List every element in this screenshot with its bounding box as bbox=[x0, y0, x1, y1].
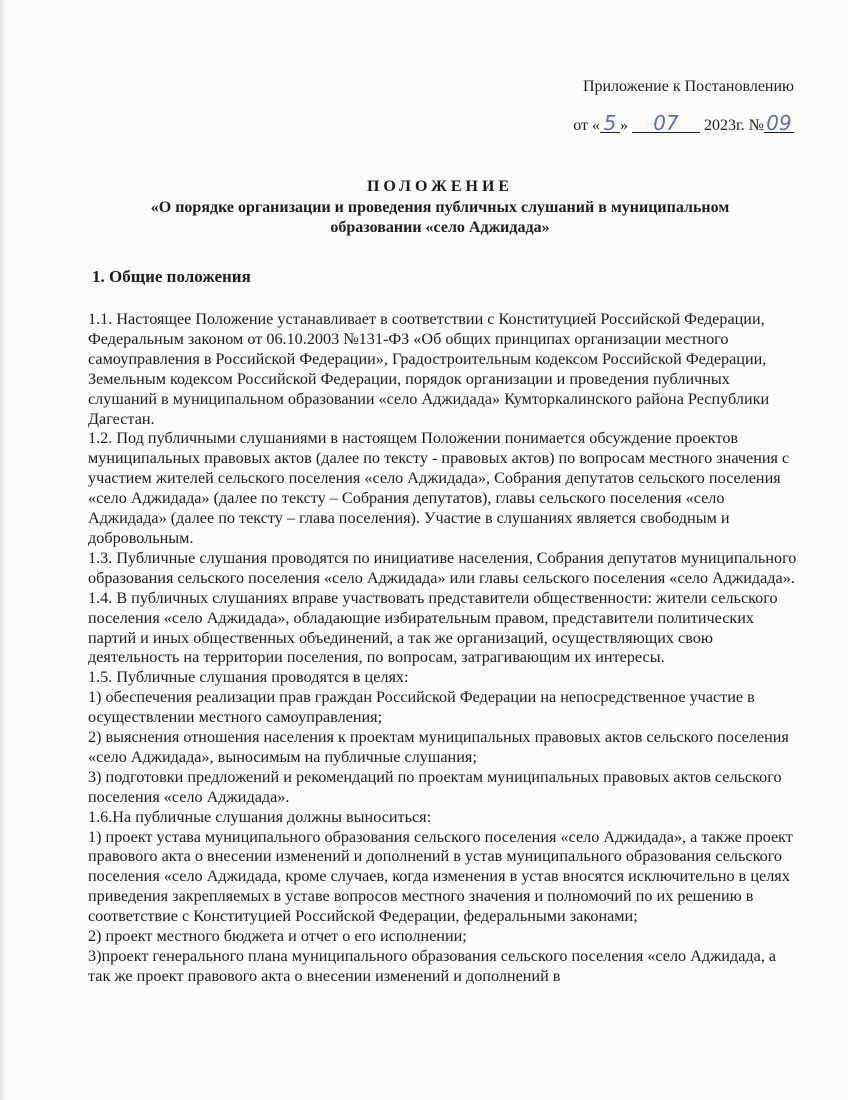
date-month-handwritten: 07 bbox=[632, 115, 700, 133]
appendix-header: Приложение к Постановлению bbox=[582, 78, 794, 95]
list-item: 2) проект местного бюджета и отчет о его исполнении; bbox=[88, 927, 467, 946]
document-subtitle: «О порядке организации и проведения публичных слушаний в муниципальном образовании «село Аджидада» bbox=[150, 199, 730, 236]
decree-number-handwritten: 09 bbox=[764, 115, 794, 133]
list-item: 3)проект генерального плана муниципального образования сельского поселения «село Аджидада, а так же проект правового акта о внесении изменений и дополнений в bbox=[88, 947, 777, 985]
title-block bbox=[80, 178, 800, 238]
document-body bbox=[88, 310, 800, 987]
date-prefix: от « bbox=[573, 117, 600, 134]
decree-date-line bbox=[573, 111, 794, 135]
paragraph-1-3: 1.3. Публичные слушания проводятся по инициативе населения, Собрания депутатов муниципального образования сельского поселения «село Аджидада» или главы сельского поселения «село Аджидада». bbox=[88, 548, 797, 587]
list-item: 1) обеспечения реализации прав граждан Российской Федерации на непосредственное участие в осуществлении местного самоуправления; bbox=[88, 688, 755, 727]
paragraph-1-5: 1.5. Публичные слушания проводятся в целях: bbox=[88, 668, 409, 687]
scan-edge-shadow bbox=[0, 0, 6, 1100]
list-item: 2) выяснения отношения населения к проектам муниципальных правовых актов сельского поселения «село Аджидада», выносимым на публичные слушания; bbox=[88, 728, 789, 766]
date-day-handwritten: 5 bbox=[600, 115, 620, 133]
document-title: ПОЛОЖЕНИЕ bbox=[366, 178, 514, 195]
list-item: 3) подготовки предложений и рекомендаций по проектам муниципальных правовых актов сельского поселения «село Аджидада». bbox=[88, 767, 782, 806]
list-item: 1) проект устава муниципального образования сельского поселения «село Аджидада», а также проект правового акта о внесении изменений и дополнений в устав муниципального образования сельского поселения «село Аджидада, кроме случаев, когда изменения в устав вносятся исключительно в целях приведения закрепляемых в уставе вопросов местного значения и полномочий по их решению в соответствие с Конституцией Российской Федерации, федеральными законами; bbox=[88, 827, 793, 926]
section-heading: 1. Общие положения bbox=[92, 267, 251, 286]
paragraph-1-6: 1.6.На публичные слушания должны выноситься: bbox=[88, 807, 432, 826]
date-mid: » bbox=[619, 117, 628, 134]
date-year: 2023г. № bbox=[703, 117, 764, 134]
paragraph-1-1: 1.1. Настоящее Положение устанавливает в соответствии с Конституцией Российской Федерации, Федеральным законом от 06.10.2003 №131-ФЗ «Об общих принципах организации местного самоуправления в Российской Федерации», Градостроительным кодексом Российской Федерации, Земельным кодексом Российской Федерации, порядок организации и проведения публичных слушаний в муниципальном образовании «село Аджидада» Кумторкалинского района Республики Дагестан. bbox=[88, 310, 770, 428]
paragraph-1-4: 1.4. В публичных слушаниях вправе участвовать представители общественности: жители сельского поселения «село Аджидада», обладающие избирательным правом, представители политических партий и иных общественных объединений, а так же организаций, осуществляющих свою деятельность на территории поселения, по вопросам, затрагивающим их интересы. bbox=[88, 588, 778, 667]
paragraph-1-2: 1.2. Под публичными слушаниями в настоящем Положении понимается обсуждение проектов муниципальных правовых актов (далее по тексту - правовых актов) по вопросам местного значения с участием жителей сельского поселения «село Аджидада», Собрания депутатов сельского поселения «село Аджидада» (далее по тексту – Собрания депутатов), главы сельского поселения «село Аджидада» (далее по тексту – глава поселения). Участие в слушаниях является свободным и добровольным. bbox=[88, 429, 790, 547]
